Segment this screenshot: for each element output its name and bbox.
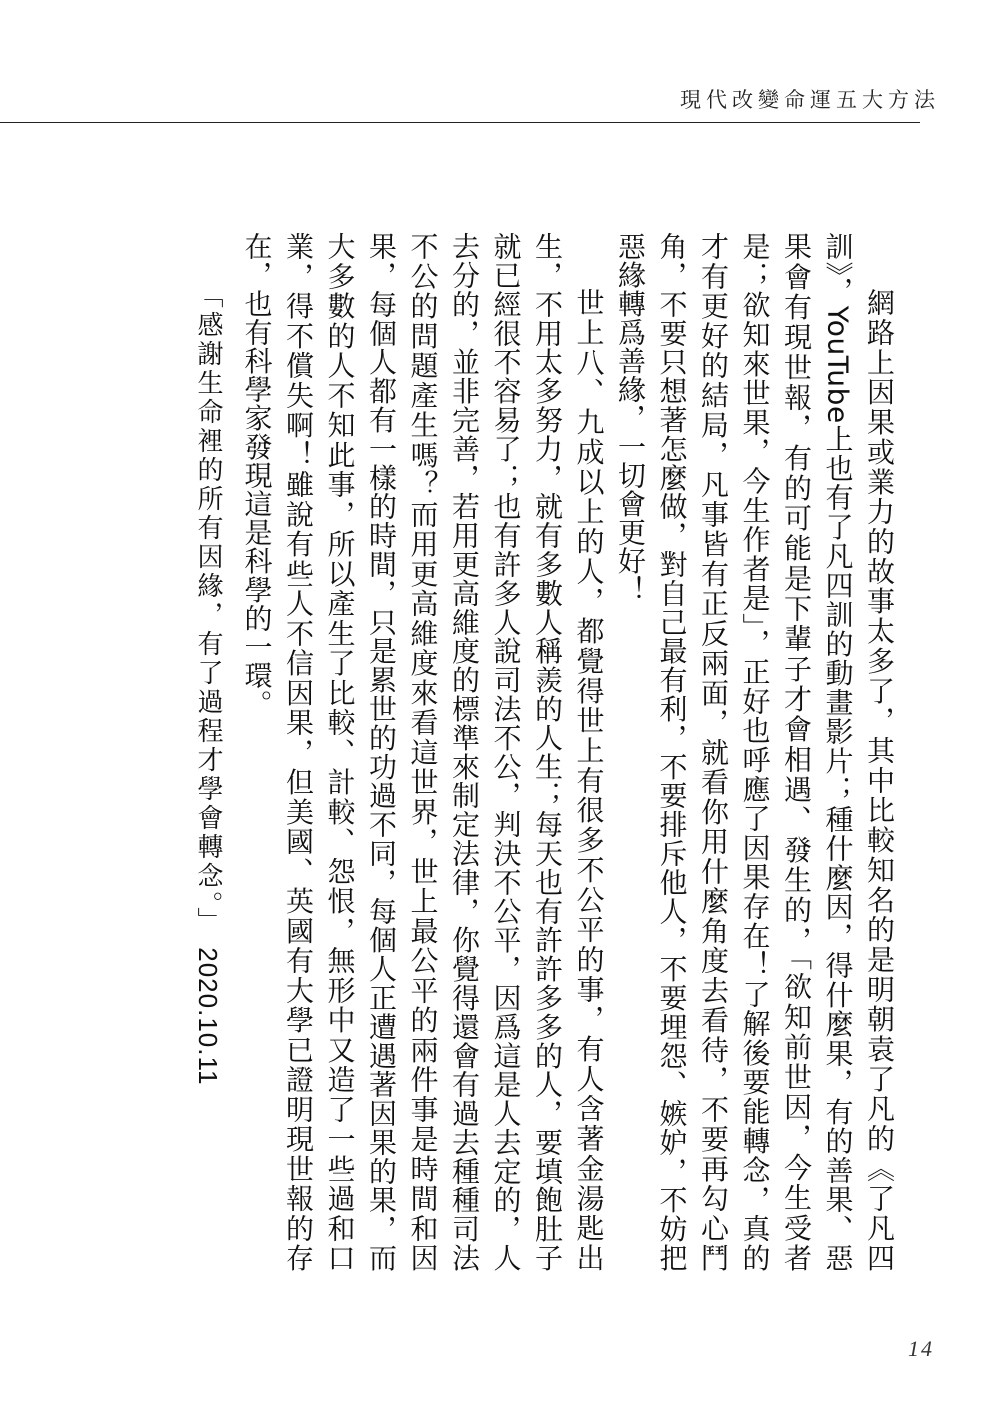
header-divider <box>0 122 920 123</box>
paragraph-karma-stories: 網路上因果或業力的故事太多了，其中比較知名的是明朝袁了凡的《了凡四訓》，YouTube上也有了凡四訓的動畫影片；種什麼因，得什麼果，有的善果、惡果會有現世報，有的可能是下輩子才會相遇、發生的，「欲知前世因，今生受者是；欲知來世果，今生作者是」，正好也呼應了因果存在！了解後要能轉念，真的才有更好的結局，凡事皆有正反兩面，就看你用什麼角度去看待，不要再勾心鬥角，不要只想著怎麼做，對自己最有利，不要排斥他人，不要埋怨、嫉妒，不妨把惡緣轉爲善緣，一切會更好！ <box>614 232 896 1272</box>
closing-quote-date: 2020.10.11 <box>193 947 223 1086</box>
running-head-title: 現代改變命運五大方法 <box>680 88 940 112</box>
body-text <box>140 232 900 1272</box>
closing-quote <box>178 282 228 1282</box>
paragraph-fairness: 世上八、九成以上的人，都覺得世上有很多不公平的事，有人含著金湯匙出生，不用太多努力，就有多數人稱羨的人生；每天也有許許多多的人，要填飽肚子就已經很不容易了；也有許多人說司法不公，判決不公平，因爲這是人去定的，人去分的，並非完善，若用更高維度的標準來制定法律，你覺得還會有過去種種司法不公的問題產生嗎？而用更高維度來看這世界，世上最公平的兩件事是時間和因果，每個人都有一樣的時間，只是累世的功過不同，每個人正遭遇著因果的果，而大多數的人不知此事，所以產生了比較、計較、怨恨，無形中又造了一些過和口業，得不償失啊！雖說有些人不信因果，但美國、英國有大學已證明現世報的存在，也有科學家發現這是科學的一環。 <box>240 232 606 1272</box>
closing-quote-text: 「感謝生命裡的所有因緣，有了過程才學會轉念。」 <box>193 282 223 936</box>
page-number: 14 <box>908 1336 934 1361</box>
